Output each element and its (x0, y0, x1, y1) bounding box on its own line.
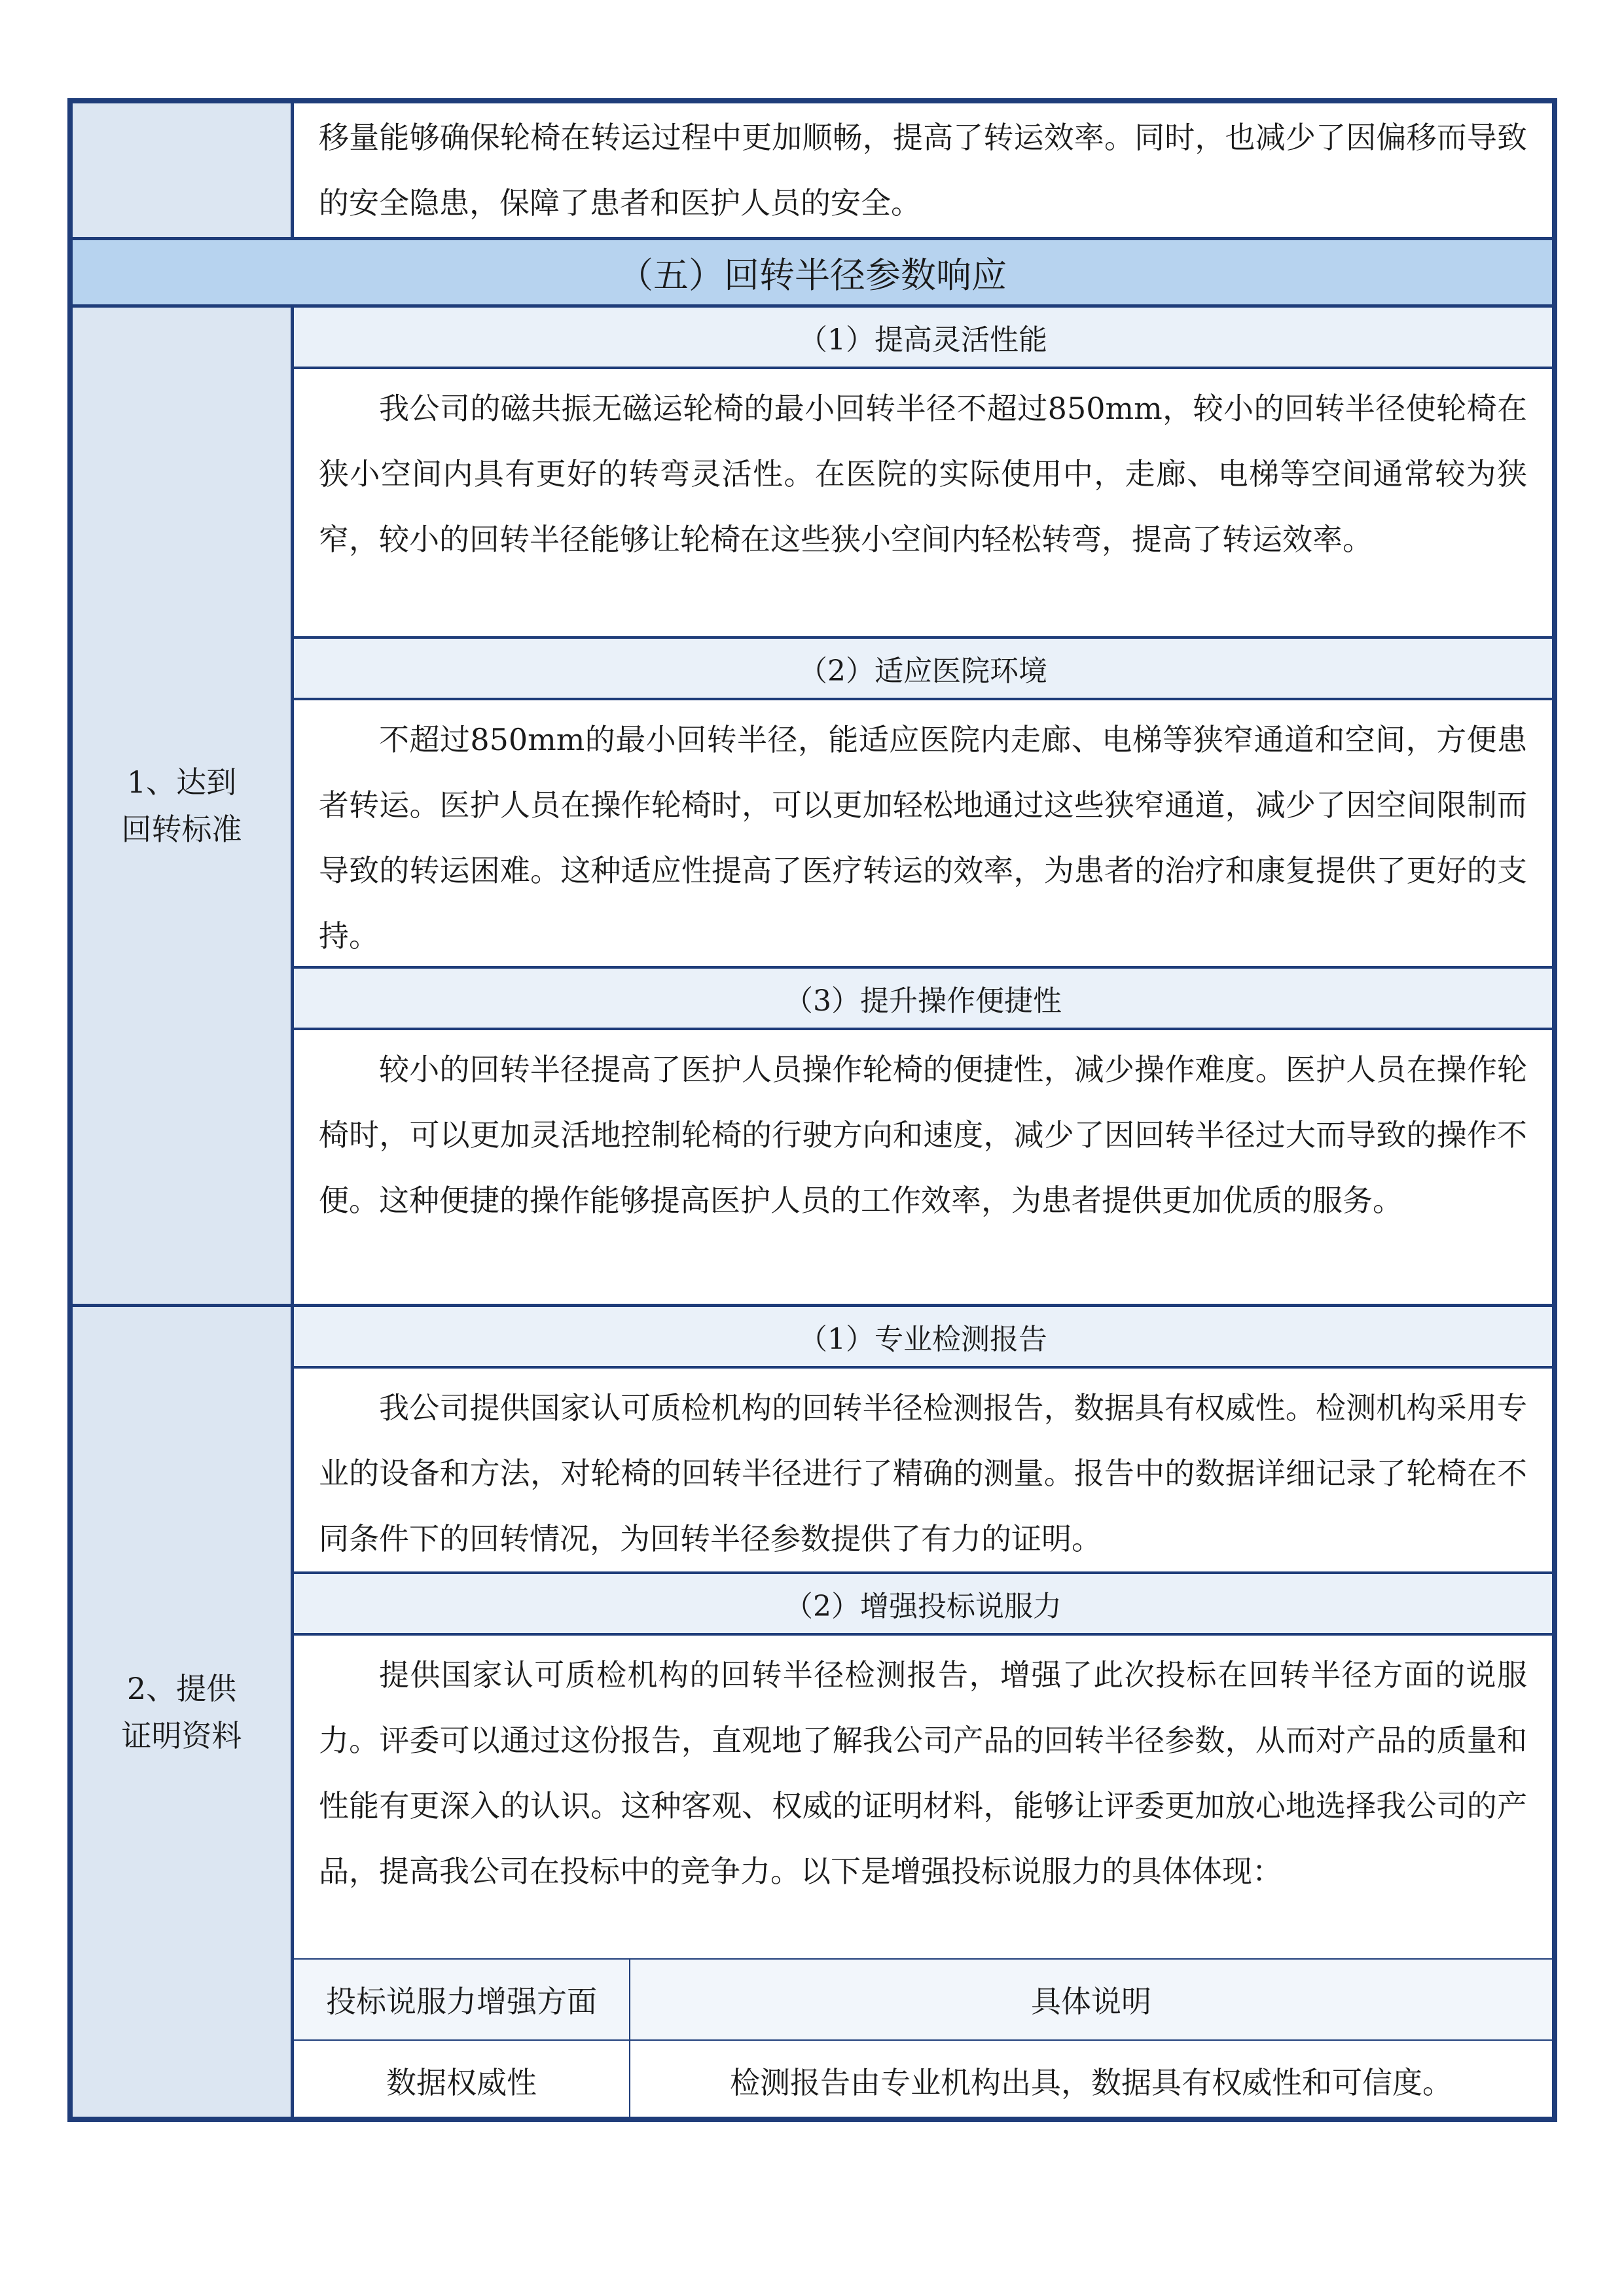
subheading: （2）增强投标说服力 (294, 1574, 1552, 1636)
subheading: （3）提升操作便捷性 (294, 969, 1552, 1030)
continuation-paragraph: 移量能够确保轮椅在转运过程中更加顺畅，提高了转运效率。同时，也减少了因偏移而导致的安全隐患，保障了患者和医护人员的安全。 (319, 120, 1527, 221)
table-cell: 数据权威性 (294, 2040, 630, 2121)
table-row (294, 2040, 1552, 2121)
group-label (73, 1307, 294, 2117)
group-label-text: 2、提供证明资料 (121, 1670, 242, 1753)
persuasion-table (294, 1958, 1552, 2121)
table-header-cell: 具体说明 (630, 1959, 1552, 2040)
paragraph: 提供国家认可质检机构的回转半径检测报告，增强了此次投标在回转半径方面的说服力。评委可以通过这份报告，直观地了解我公司产品的回转半径参数，从而对产品的质量和性能有更深入的认识。这种客观、权威的证明材料，能够让评委更加放心地选择我公司的产品，提高我公司在投标中的竞争力。以下是增强投标说服力的具体体现： (319, 1657, 1527, 1889)
group-label (73, 308, 294, 1304)
section-title: （五）回转半径参数响应 (73, 237, 1552, 308)
group-provide-proof (73, 1307, 1552, 2117)
subheading: （1）提高灵活性能 (294, 308, 1552, 369)
document-table (67, 98, 1557, 2122)
subheading: （2）适应医院环境 (294, 639, 1552, 700)
continuation-label-cell (73, 103, 294, 237)
paragraph: 不超过850mm的最小回转半径，能适应医院内走廊、电梯等狭窄通道和空间，方便患者转运。医护人员在操作轮椅时，可以更加轻松地通过这些狭窄通道，减少了因空间限制而导致的转运困难。这种适应性提高了医疗转运的效率，为患者的治疗和康复提供了更好的支持。 (294, 700, 1552, 969)
table-header-cell: 投标说服力增强方面 (294, 1959, 630, 2040)
subheading: （1）专业检测报告 (294, 1307, 1552, 1369)
paragraph: 我公司提供国家认可质检机构的回转半径检测报告，数据具有权威性。检测机构采用专业的设备和方法，对轮椅的回转半径进行了精确的测量。报告中的数据详细记录了轮椅在不同条件下的回转情况，为回转半径参数提供了有力的证明。 (294, 1369, 1552, 1574)
paragraph: 较小的回转半径提高了医护人员操作轮椅的便捷性，减少操作难度。医护人员在操作轮椅时，可以更加灵活地控制轮椅的行驶方向和速度，减少了因回转半径过大而导致的操作不便。这种便捷的操作能够提高医护人员的工作效率，为患者提供更加优质的服务。 (319, 1052, 1527, 1218)
table-header-row (294, 1959, 1552, 2040)
table-cell: 检测报告由专业机构出具，数据具有权威性和可信度。 (630, 2040, 1552, 2121)
paragraph: 我公司的磁共振无磁运轮椅的最小回转半径不超过850mm，较小的回转半径使轮椅在狭小空间内具有更好的转弯灵活性。在医院的实际使用中，走廊、电梯等空间通常较为狭窄，较小的回转半径能够让轮椅在这些狭小空间内轻松转弯，提高了转运效率。 (294, 369, 1552, 639)
group-label-text: 1、达到回转标准 (121, 764, 242, 847)
group-reach-turning-standard (73, 308, 1552, 1304)
continuation-row (73, 103, 1552, 237)
